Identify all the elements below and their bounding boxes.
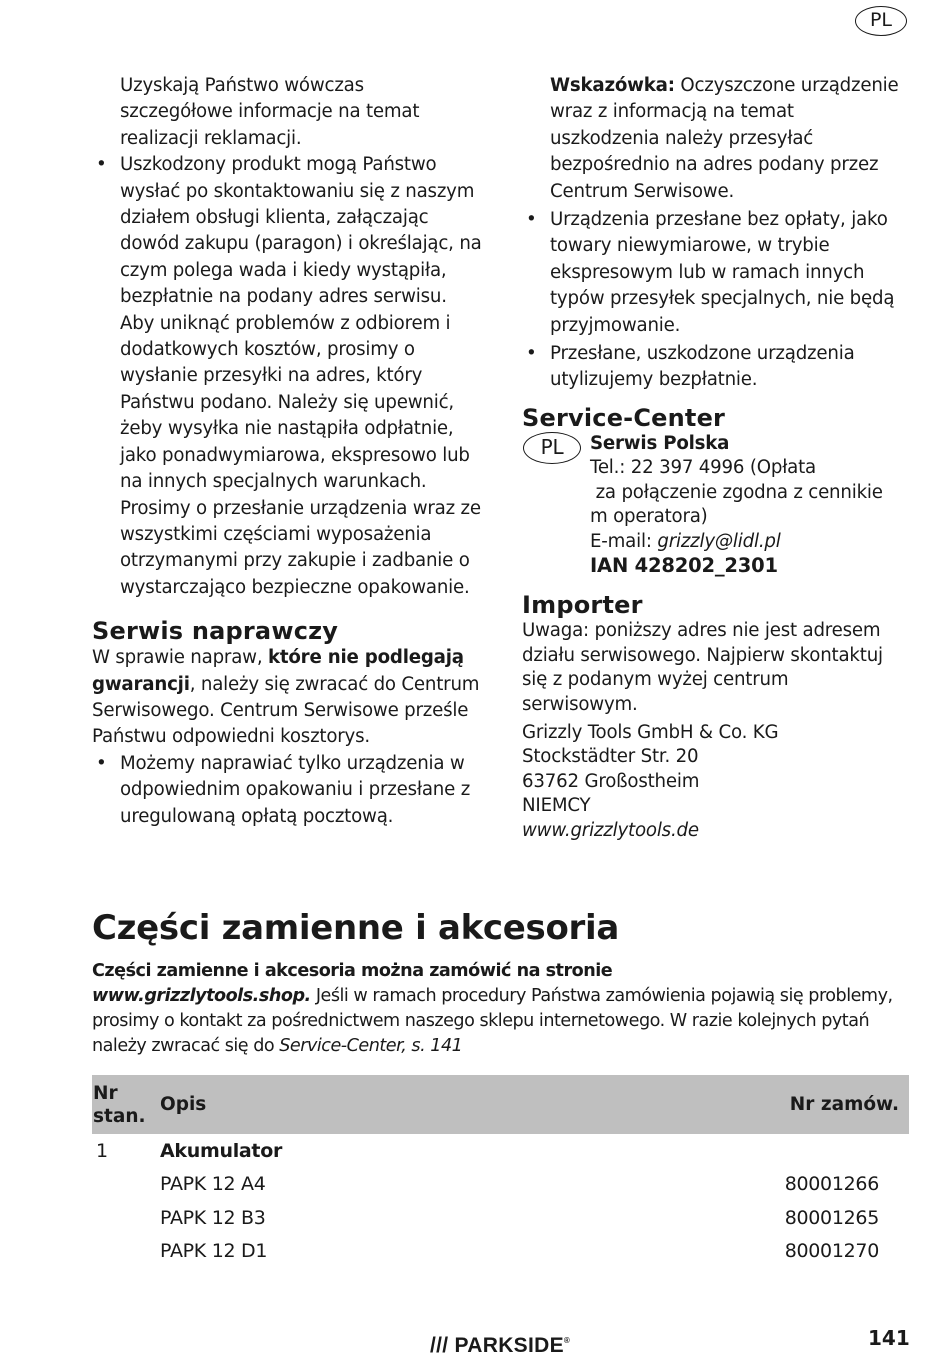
section-title-repair: Serwis naprawczy <box>92 617 339 646</box>
registered-mark-icon: ® <box>563 1336 571 1345</box>
table-row <box>92 1168 909 1202</box>
language-badge: PL <box>855 6 907 36</box>
repair-paragraph <box>92 645 484 751</box>
email-link[interactable]: grizzly@lidl.pl <box>657 530 781 552</box>
importer-street: Stockstädter Str. 20 <box>522 746 699 768</box>
brand-name: /// PARKSIDE <box>430 1334 564 1357</box>
ian-number: IAN 428202_2301 <box>590 553 778 577</box>
parts-intro <box>92 959 912 1059</box>
importer-city: 63762 Großostheim <box>522 770 700 792</box>
bullet-icon: • <box>526 343 537 365</box>
header-description: Opis <box>160 1094 207 1115</box>
parkside-logo <box>430 1334 570 1358</box>
repair-text: , należy się zwracać do Centrum Serwisowego. Centrum Serwisowe prześle Państwu odpowiedni kosztorys. <box>92 673 480 748</box>
bullet-text: Możemy naprawiać tylko urządzenia w odpowiednim opakowaniu i przesłane z uregulowaną opłatą pocztową. <box>120 752 471 827</box>
header-position <box>92 1075 160 1134</box>
bullet-item <box>522 207 922 339</box>
cell-order-number <box>531 1134 909 1168</box>
bullet-icon: • <box>526 209 537 231</box>
shop-link[interactable]: www.grizzlytools.shop. <box>92 986 311 1006</box>
bullet-icon: • <box>96 154 107 176</box>
table-row <box>92 1134 909 1168</box>
cell-position <box>92 1168 160 1202</box>
hint-label: Wskazówka: <box>550 75 675 96</box>
table-row <box>92 1201 909 1235</box>
cell-description: PAPK 12 A4 <box>160 1173 266 1196</box>
bullet-text: Uszkodzony produkt mogą Państwo wysłać po skontaktowaniu się z naszym działem obsługi klienta, załączając dowód zakupu (paragon) i określając, na czym polega wada i kiedy wystąpiła, bezpłatnie na podany adres serwisu. Aby uniknąć problemów z odbiorem i dodatkowych kosztów, prosimy o wysłanie przesyłki na adres, który Państwu podano. Należy się upewnić, żeby wysyłka nie nastąpiła odpłatnie, jako ponadwymiarowa, ekspresowo lub na innych specjalnych warunkach. Prosimy o przesłanie urządzenia wraz ze wszystkimi częściami wyposażenia otrzymanymi przy zakupie i zadbanie o wystarczająco bezpieczne opakowanie. <box>120 154 482 598</box>
cell-description: PAPK 12 D1 <box>160 1240 268 1263</box>
cell-description: PAPK 12 B3 <box>160 1206 266 1229</box>
cell-position <box>92 1201 160 1235</box>
importer-company: Grizzly Tools GmbH & Co. KG <box>522 721 779 743</box>
header-position-line2: stan. <box>93 1105 146 1127</box>
hint-paragraph <box>522 73 908 205</box>
bullet-icon: • <box>96 752 107 774</box>
table-row <box>92 1235 909 1269</box>
right-column <box>522 73 922 843</box>
service-phone: Tel.: 22 397 4996 (Opłata <box>590 457 816 479</box>
parts-intro-bold: Części zamienne i akcesoria można zamówić na stronie <box>92 961 613 981</box>
importer-website-link[interactable]: www.grizzlytools.de <box>522 819 699 841</box>
service-phone-cost: m operatora) <box>590 506 708 528</box>
hint-text: Oczyszczone urządzenie wraz z informacją na temat uszkodzenia należy przesyłać bezpośrednio na adres podany przez Centrum Serwisowe. <box>550 75 899 202</box>
cell-order-number: 80001270 <box>784 1240 879 1263</box>
section-title-parts: Części zamienne i akcesoria <box>92 908 619 948</box>
page-number: 141 <box>868 1326 910 1350</box>
table-header-row <box>92 1075 909 1134</box>
service-email-line <box>590 530 922 554</box>
service-center-reference[interactable]: Service-Center, s. 141 <box>279 1036 463 1056</box>
cell-order-number: 80001265 <box>784 1206 879 1229</box>
importer-note: Uwaga: poniższy adres nie jest adresem działu serwisowego. Najpierw skontaktuj się z podanym wyżej centrum serwisowym. <box>522 620 883 715</box>
bullet-item <box>522 341 922 394</box>
warranty-intro-continued: Uzyskają Państwo wówczas szczegółowe informacje na temat realizacji reklamacji. <box>120 75 420 149</box>
bullet-item <box>92 152 486 601</box>
header-order-number: Nr zamów. <box>789 1094 899 1115</box>
left-column <box>92 73 492 830</box>
cell-position <box>92 1235 160 1269</box>
parts-table <box>92 1075 909 1268</box>
bullet-text: Urządzenia przesłane bez opłaty, jako towary niewymiarowe, w trybie ekspresowym lub w ramach innych typów przesyłek specjalnych, nie będą przyjmowanie. <box>550 209 895 336</box>
email-label: E-mail: <box>590 530 658 552</box>
section-title-importer: Importer <box>522 591 643 620</box>
cell-order-number: 80001266 <box>784 1173 879 1196</box>
repair-text: W sprawie napraw, <box>92 647 268 669</box>
importer-block <box>522 619 922 843</box>
service-phone-cost: za połączenie zgodna z cennikie <box>590 481 883 503</box>
cell-position: 1 <box>96 1139 108 1162</box>
cell-description: Akumulator <box>160 1139 283 1162</box>
header-position-line1: Nr <box>93 1082 118 1104</box>
section-title-service-center: Service-Center <box>522 403 726 432</box>
repair-text-bold: które nie podlegają gwarancji <box>92 647 464 695</box>
bullet-item <box>92 751 482 830</box>
parts-intro-text: Jeśli w ramach procedury Państwa zamówienia pojawią się problemy, prosimy o kontakt za pośrednictwem naszego sklepu internetowego. W razie kolejnych pytań należy zwracać się do <box>92 986 893 1056</box>
country-badge: PL <box>523 432 581 464</box>
service-name: Serwis Polska <box>590 432 730 454</box>
importer-country: NIEMCY <box>522 795 591 817</box>
bullet-text: Przesłane, uszkodzone urządzenia utylizujemy bezpłatnie. <box>550 343 855 391</box>
service-center-contact <box>522 432 922 579</box>
